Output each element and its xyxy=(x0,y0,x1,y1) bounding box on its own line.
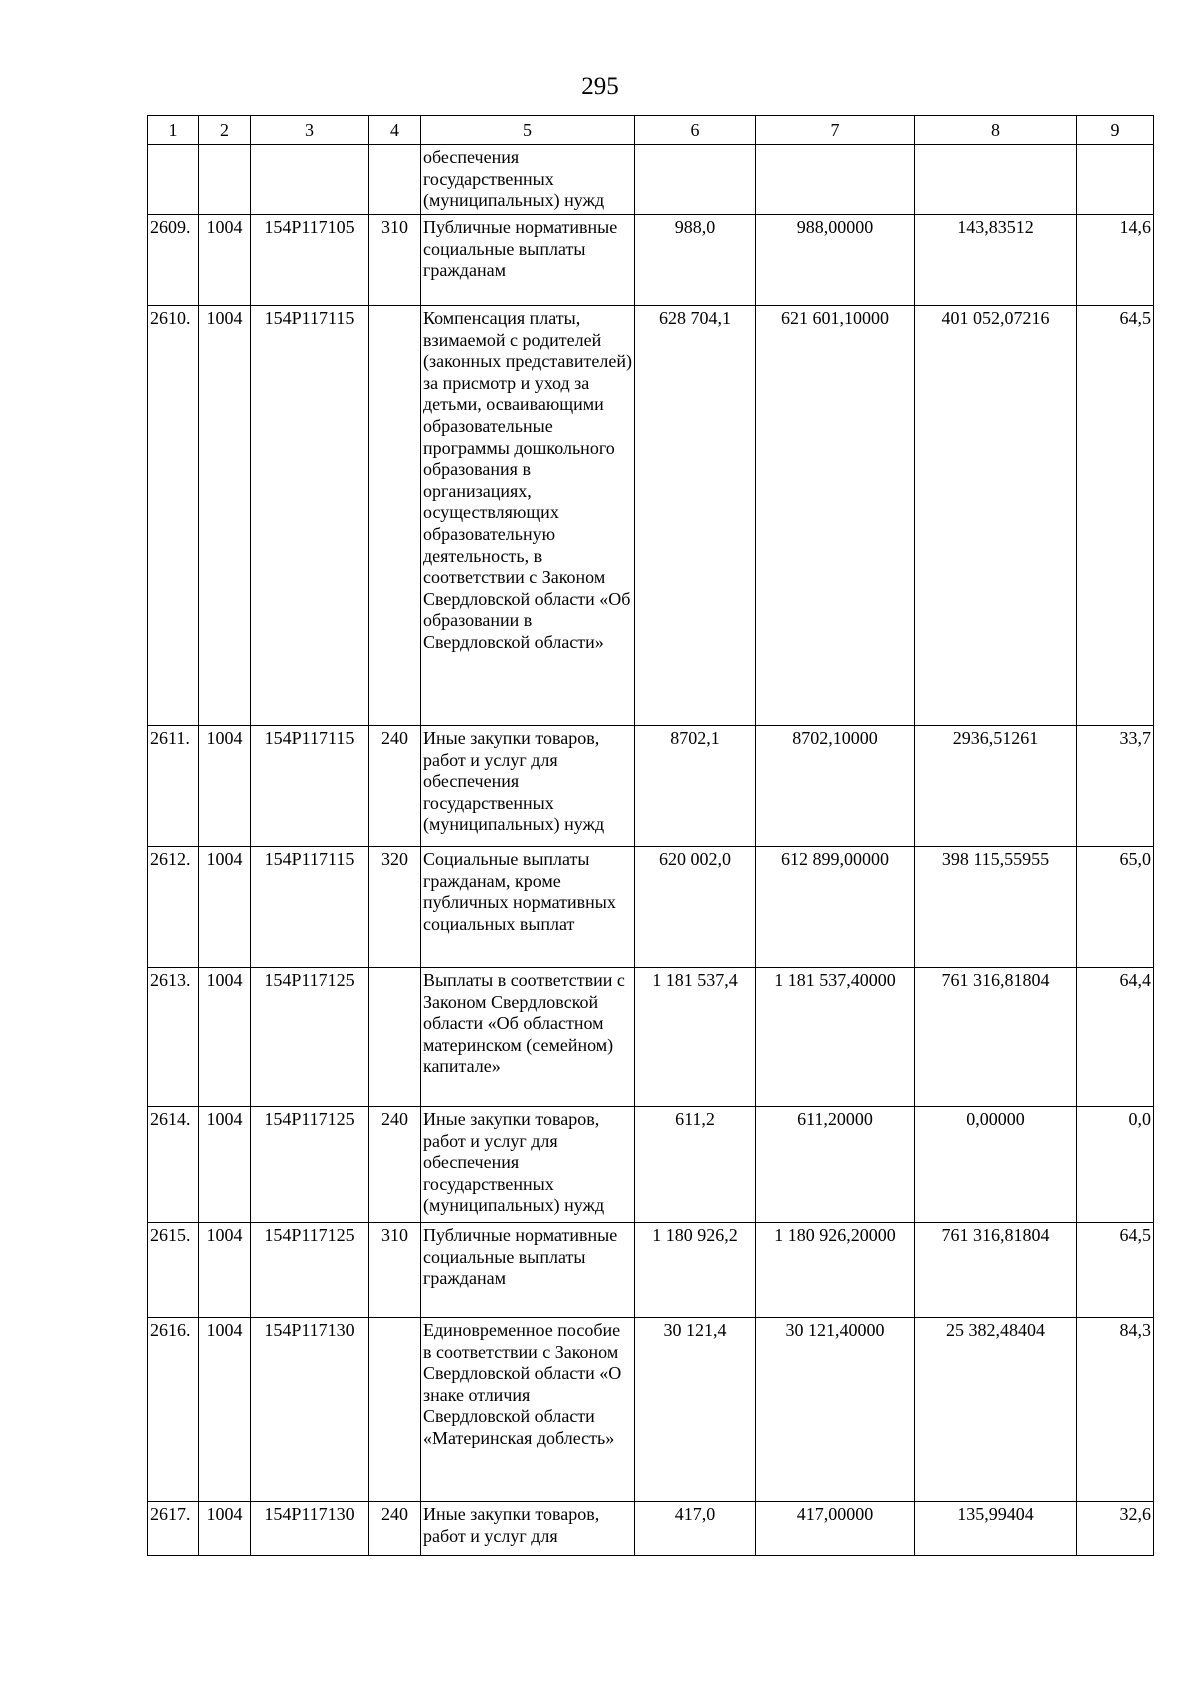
execution-percent: 0,0 xyxy=(1077,1107,1154,1223)
approved-amount: 1 180 926,2 xyxy=(635,1223,756,1318)
target-article-code: 154P117115 xyxy=(251,726,369,847)
execution-percent: 65,0 xyxy=(1077,847,1154,968)
row-number: 2610. xyxy=(148,306,199,726)
table-row xyxy=(148,215,1154,306)
approved-amount xyxy=(635,145,756,215)
expense-type-code xyxy=(369,968,421,1107)
target-article-code: 154P117115 xyxy=(251,847,369,968)
item-description: Публичные нормативные социальные выплаты гражданам xyxy=(421,215,635,306)
execution-percent: 33,7 xyxy=(1077,726,1154,847)
budget-table xyxy=(147,115,1154,1556)
expense-type-code: 310 xyxy=(369,215,421,306)
expense-type-code: 240 xyxy=(369,1107,421,1223)
executed-amount: 25 382,48404 xyxy=(915,1318,1077,1502)
section-code: 1004 xyxy=(199,1502,251,1556)
table-row xyxy=(148,1107,1154,1223)
page-number: 295 xyxy=(581,73,619,100)
row-number: 2613. xyxy=(148,968,199,1107)
execution-percent: 64,5 xyxy=(1077,1223,1154,1318)
header-cell-9: 9 xyxy=(1077,116,1154,145)
updated-amount: 30 121,40000 xyxy=(756,1318,915,1502)
executed-amount xyxy=(915,145,1077,215)
section-code: 1004 xyxy=(199,726,251,847)
row-number: 2617. xyxy=(148,1502,199,1556)
approved-amount: 417,0 xyxy=(635,1502,756,1556)
header-cell-8: 8 xyxy=(915,116,1077,145)
updated-amount: 1 180 926,20000 xyxy=(756,1223,915,1318)
approved-amount: 628 704,1 xyxy=(635,306,756,726)
target-article-code: 154P117125 xyxy=(251,1223,369,1318)
section-code: 1004 xyxy=(199,1107,251,1223)
target-article-code: 154P117130 xyxy=(251,1502,369,1556)
section-code: 1004 xyxy=(199,215,251,306)
execution-percent: 84,3 xyxy=(1077,1318,1154,1502)
executed-amount: 401 052,07216 xyxy=(915,306,1077,726)
updated-amount: 8702,10000 xyxy=(756,726,915,847)
section-code: 1004 xyxy=(199,306,251,726)
approved-amount: 8702,1 xyxy=(635,726,756,847)
header-cell-7: 7 xyxy=(756,116,915,145)
section-code: 1004 xyxy=(199,968,251,1107)
expense-type-code xyxy=(369,145,421,215)
executed-amount: 761 316,81804 xyxy=(915,1223,1077,1318)
executed-amount: 398 115,55955 xyxy=(915,847,1077,968)
updated-amount: 621 601,10000 xyxy=(756,306,915,726)
section-code: 1004 xyxy=(199,1223,251,1318)
expense-type-code: 320 xyxy=(369,847,421,968)
execution-percent: 64,4 xyxy=(1077,968,1154,1107)
execution-percent xyxy=(1077,145,1154,215)
item-description: Единовременное пособие в соответствии с Законом Свердловской области «О знаке отличия Свердловской области «Материнская доблесть» xyxy=(421,1318,635,1502)
updated-amount: 988,00000 xyxy=(756,215,915,306)
executed-amount: 761 316,81804 xyxy=(915,968,1077,1107)
updated-amount: 612 899,00000 xyxy=(756,847,915,968)
expense-type-code: 240 xyxy=(369,1502,421,1556)
expense-type-code xyxy=(369,306,421,726)
updated-amount: 417,00000 xyxy=(756,1502,915,1556)
row-number: 2616. xyxy=(148,1318,199,1502)
target-article-code: 154P117115 xyxy=(251,306,369,726)
header-cell-6: 6 xyxy=(635,116,756,145)
item-description: Иные закупки товаров, работ и услуг для xyxy=(421,1502,635,1556)
execution-percent: 14,6 xyxy=(1077,215,1154,306)
approved-amount: 30 121,4 xyxy=(635,1318,756,1502)
row-number xyxy=(148,145,199,215)
executed-amount: 0,00000 xyxy=(915,1107,1077,1223)
expense-type-code: 310 xyxy=(369,1223,421,1318)
section-code: 1004 xyxy=(199,847,251,968)
target-article-code: 154P117125 xyxy=(251,1107,369,1223)
table-row xyxy=(148,306,1154,726)
approved-amount: 620 002,0 xyxy=(635,847,756,968)
expense-type-code: 240 xyxy=(369,726,421,847)
row-number: 2615. xyxy=(148,1223,199,1318)
table-row xyxy=(148,1502,1154,1556)
executed-amount: 143,83512 xyxy=(915,215,1077,306)
executed-amount: 135,99404 xyxy=(915,1502,1077,1556)
header-cell-1: 1 xyxy=(148,116,199,145)
approved-amount: 611,2 xyxy=(635,1107,756,1223)
table-row xyxy=(148,847,1154,968)
item-description: Публичные нормативные социальные выплаты гражданам xyxy=(421,1223,635,1318)
item-description: Социальные выплаты гражданам, кроме публичных нормативных социальных выплат xyxy=(421,847,635,968)
item-description: Иные закупки товаров, работ и услуг для обеспечения государственных (муниципальных) нужд xyxy=(421,726,635,847)
executed-amount: 2936,51261 xyxy=(915,726,1077,847)
row-number: 2614. xyxy=(148,1107,199,1223)
header-cell-5: 5 xyxy=(421,116,635,145)
item-description: Выплаты в соответствии с Законом Свердловской области «Об областном материнском (семейном) капитале» xyxy=(421,968,635,1107)
item-description: Иные закупки товаров, работ и услуг для обеспечения государственных (муниципальных) нужд xyxy=(421,1107,635,1223)
updated-amount: 611,20000 xyxy=(756,1107,915,1223)
target-article-code: 154P117130 xyxy=(251,1318,369,1502)
table-row xyxy=(148,1223,1154,1318)
target-article-code: 154P117125 xyxy=(251,968,369,1107)
table-row xyxy=(148,1318,1154,1502)
row-number: 2611. xyxy=(148,726,199,847)
section-code xyxy=(199,145,251,215)
updated-amount xyxy=(756,145,915,215)
item-description: обеспечения государственных (муниципальных) нужд xyxy=(421,145,635,215)
table-row xyxy=(148,726,1154,847)
item-description: Компенсация платы, взимаемой с родителей (законных представителей) за присмотр и уход за детьми, осваивающими образовательные программы дошкольного образования в организациях, осуществляющих образовательную деятельность, в соответствии с Законом Свердловской области «Об образовании в Свердловской области» xyxy=(421,306,635,726)
table-row xyxy=(148,968,1154,1107)
header-cell-4: 4 xyxy=(369,116,421,145)
table-header-row xyxy=(148,116,1154,145)
row-number: 2612. xyxy=(148,847,199,968)
updated-amount: 1 181 537,40000 xyxy=(756,968,915,1107)
expense-type-code xyxy=(369,1318,421,1502)
execution-percent: 32,6 xyxy=(1077,1502,1154,1556)
target-article-code: 154P117105 xyxy=(251,215,369,306)
approved-amount: 988,0 xyxy=(635,215,756,306)
execution-percent: 64,5 xyxy=(1077,306,1154,726)
approved-amount: 1 181 537,4 xyxy=(635,968,756,1107)
table-row xyxy=(148,145,1154,215)
row-number: 2609. xyxy=(148,215,199,306)
header-cell-2: 2 xyxy=(199,116,251,145)
target-article-code xyxy=(251,145,369,215)
header-cell-3: 3 xyxy=(251,116,369,145)
section-code: 1004 xyxy=(199,1318,251,1502)
